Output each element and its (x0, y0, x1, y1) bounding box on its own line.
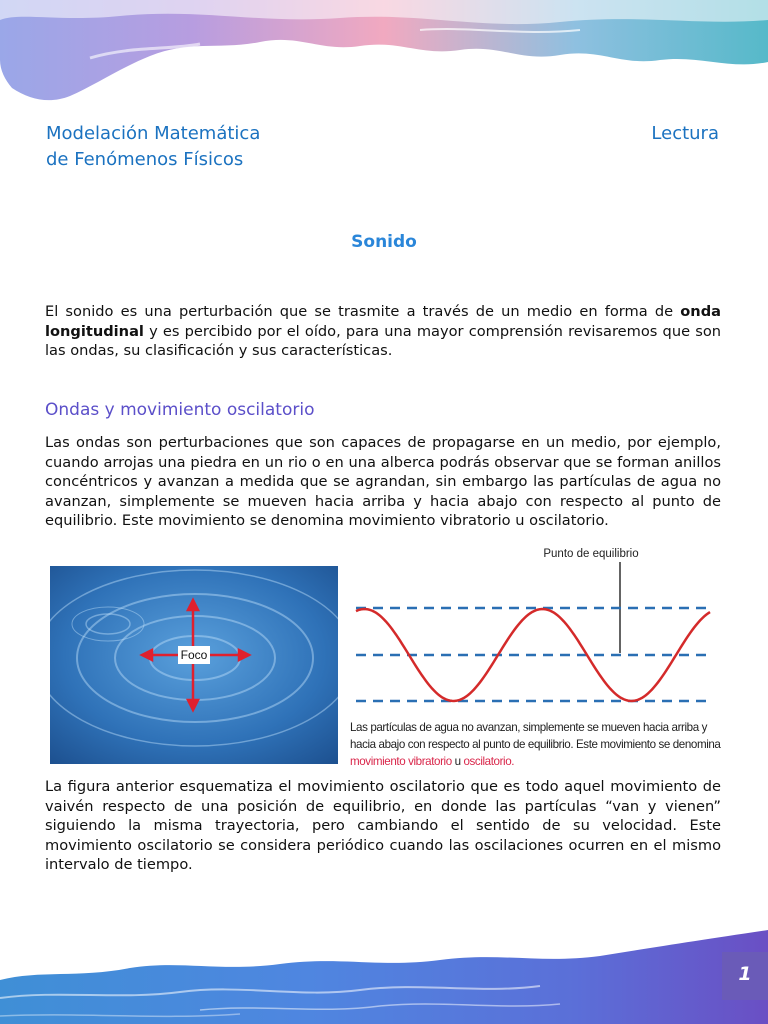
top-brush-decoration (0, 0, 768, 110)
figure-caption (350, 719, 730, 770)
paragraph-waves: Las ondas son perturbaciones que son capaces de propagarse en un medio, por ejemplo, cuando arrojas una piedra en un rio o en una alberca podrás observar que se forman anillos concéntricos y avanzan a medida que se agrandan, sin embargo las partículas de agua no avanzan, simplemente se mueven hacia arriba y hacia abajo con respecto al punto de equilibrio. Este movimiento se denomina movimiento vibratorio u oscilatorio. (45, 434, 721, 529)
caption-term-vibratory: movimiento vibratorio (350, 755, 452, 768)
equilibrium-label: Punto de equilibrio (543, 548, 639, 560)
water-ripple-photo (50, 566, 338, 764)
section-label: Lectura (651, 123, 719, 144)
page-title: Sonido (351, 232, 417, 252)
course-title-line1: Modelación Matemática (46, 123, 261, 144)
caption-text: Las partículas de agua no avanzan, simplemente se mueven hacia arriba y hacia abajo con respecto al punto de equilibrio. Este movimiento se denomina (350, 721, 721, 751)
intro-bold-term: onda longitudinal (45, 303, 721, 340)
course-title-line2: de Fenómenos Físicos (46, 149, 244, 170)
wave-diagram (348, 540, 718, 715)
bottom-brush-decoration (0, 920, 768, 1024)
foco-label: Foco (180, 648, 208, 662)
intro-paragraph (45, 302, 721, 361)
caption-connector: u (451, 755, 464, 768)
page-number: 1 (722, 952, 768, 1000)
course-title (46, 121, 260, 173)
section-heading: Ondas y movimiento oscilatorio (45, 400, 315, 420)
paragraph-oscillatory: La figura anterior esquematiza el movimiento oscilatorio que es todo aquel movimiento de vaivén respecto de una posición de equilibrio, en donde las partículas “van y vienen” siguiendo la misma trayectoria, pero cambiando el sentido de su velocidad. Este movimiento oscilatorio se considera periódico cuando las oscilaciones ocurren en el mismo intervalo de tiempo. (45, 778, 721, 873)
intro-text-1: El sonido es una perturbación que se trasmite a través de un medio en forma de (45, 303, 681, 320)
intro-text-2: y es percibido por el oído, para una mayor comprensión revisaremos que son las ondas, su clasificación y sus características. (45, 322, 721, 359)
caption-term-oscillatory: oscilatorio. (463, 755, 515, 768)
